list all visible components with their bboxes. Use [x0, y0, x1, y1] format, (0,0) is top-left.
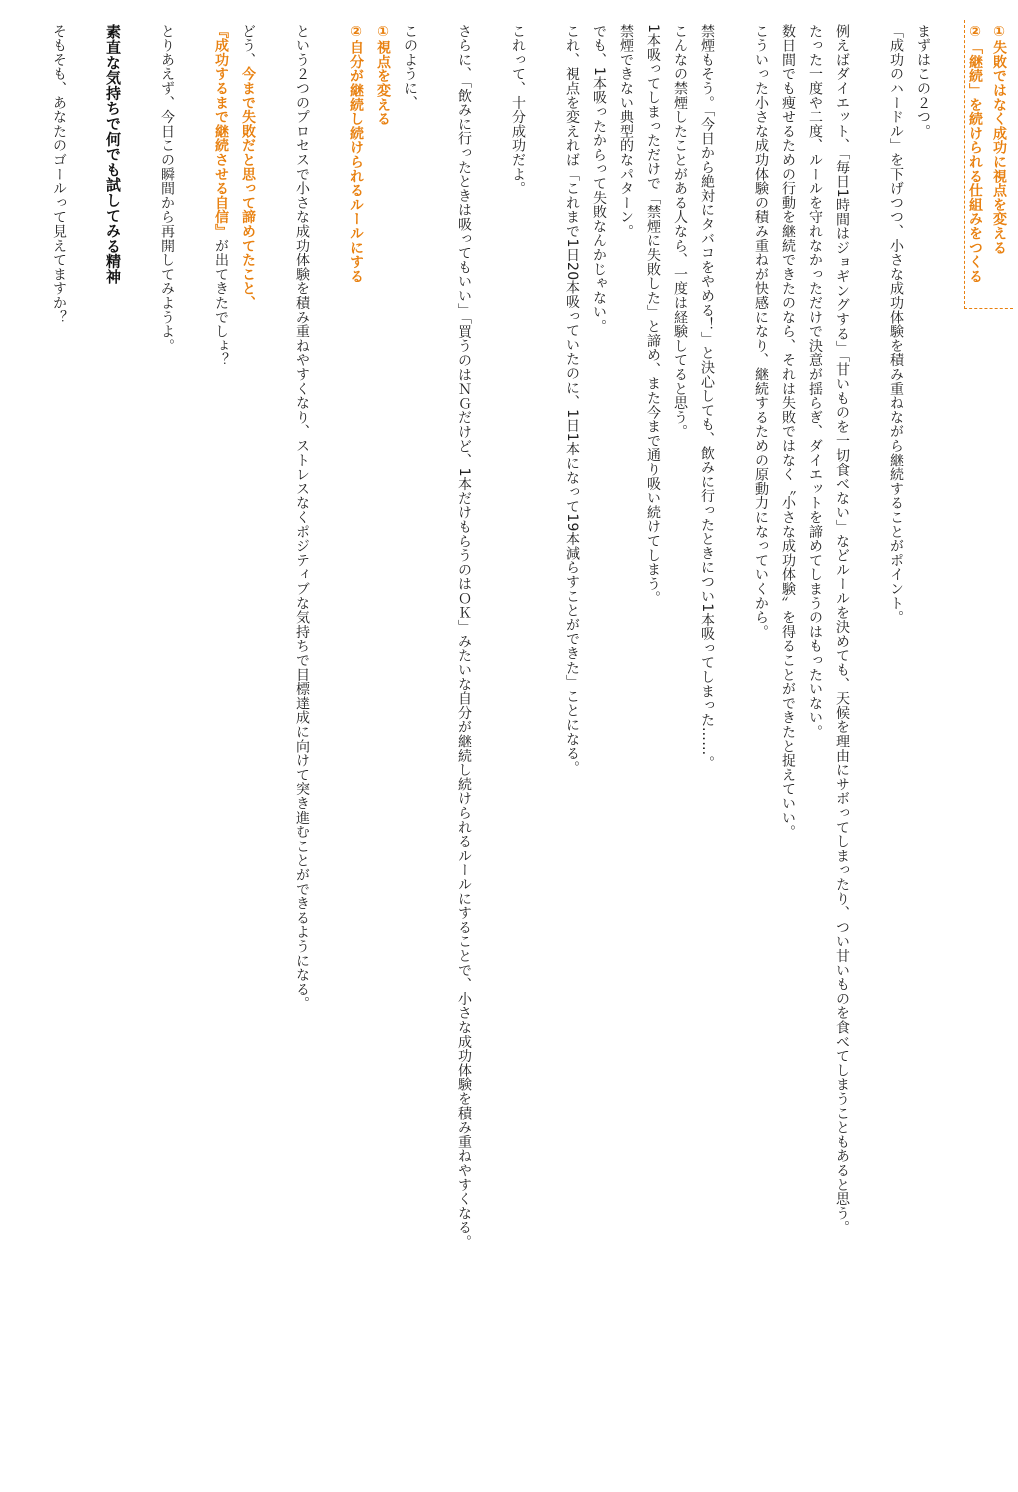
point-1: ①失敗ではなく成功に視点を変える	[991, 24, 1007, 255]
section-heading: 素直な気持ちで何でも試してみる精神	[104, 24, 122, 285]
paragraph-line: でも、1本吸ったからって失敗なんかじゃない。	[591, 24, 607, 334]
paragraph-line: さらに、「飲みに行ったときは吸ってもいい」「買うのはＮＧだけど、1本だけもらうのはＯＫ」みたいな自分が継続し続けられるルールにすることで、小さな成功体験を積み重ねやすくなる。	[456, 24, 472, 1250]
highlight-text: 『成功するまで継続させる自信』	[213, 24, 229, 239]
point-2: ②「継続」を続けられる仕組みをつくる	[967, 24, 983, 284]
paragraph-line: 例えばダイエット、「毎日1時間はジョギングする」「甘いものを一切食べない」などルールを決めても、天候を理由にサボってしまったり、つい甘いものを食べてしまうこともあると思う。	[834, 24, 850, 1235]
highlight-text: 今まで失敗だと思って諦めてたこと、	[240, 66, 256, 311]
paragraph-line: 禁煙できない典型的なパターン。	[618, 24, 634, 239]
paragraph-line: たった一度や二度、ルールを守れなかっただけで決意が揺らぎ、ダイエットを諦めてしまうのはもったいない。	[807, 24, 823, 739]
paragraph-line: とりあえず、今日この瞬間から再開してみようよ。	[159, 24, 175, 353]
paragraph-line: これ、視点を変えれば「これまで1日20本吸っていたのに、1日1本になって19本減らすことができた」ことになる。	[564, 24, 580, 775]
paragraph-line: 数日間でも痩せるための行動を継続できたのなら、それは失敗ではなく〝小さな成功体験〟を得ることができたと捉えていい。	[780, 24, 796, 840]
paragraph-line: 「成功のハードル」を下げつつ、小さな成功体験を積み重ねながら継続することがポイント。	[888, 24, 904, 625]
paragraph-line: そもそも、あなたのゴールって見えてますか？	[51, 24, 67, 325]
paragraph-line: こういった小さな成功体験の積み重ねが快感になり、継続するための原動力になっていくから。	[753, 24, 769, 639]
paragraph-line: このように、	[402, 24, 418, 110]
summary-point-1: ①視点を変える	[375, 24, 391, 127]
paragraph-line	[239, 24, 257, 310]
paragraph-line: という２つのプロセスで小さな成功体験を積み重ねやすくなり、ストレスなくポジティブな気持ちで目標達成に向けて突き進むことができるようになる。	[294, 24, 310, 1011]
line-text: が出てきたでしょ？	[213, 238, 229, 368]
paragraph-line: 1本吸ってしまっただけで「禁煙に失敗した」と諦め、また今まで通り吸い続けてしまう。	[645, 24, 661, 606]
paragraph-line: 禁煙もそう。「今日から絶対にタバコをやめる！」と決心しても、飲みに行ったときについ1本吸ってしまった……。	[699, 24, 715, 770]
summary-point-2: ②自分が継続し続けられるルールにする	[348, 24, 364, 284]
line-text: どう、	[240, 24, 256, 67]
paragraph-line	[212, 24, 230, 367]
paragraph-line: これって、十分成功だよ。	[510, 24, 526, 196]
paragraph-line: こんなの禁煙したことがある人なら、一度は経験してると思う。	[672, 24, 688, 439]
paragraph-line: まずはこの２つ。	[915, 24, 931, 139]
